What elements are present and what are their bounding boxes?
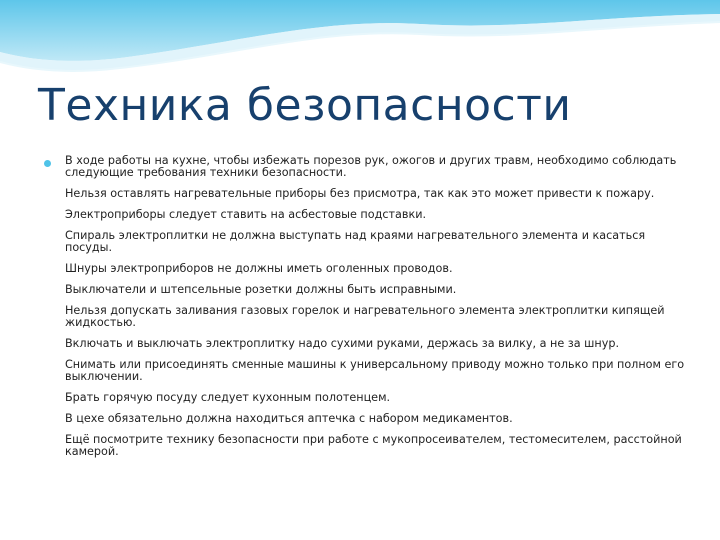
paragraph: Снимать или присоединять сменные машины к универсальному приводу можно только при полном его выключении. [65,358,685,383]
paragraph: В цехе обязательно должна находиться аптечка с набором медикаментов. [65,412,513,425]
slide-body [65,155,685,467]
paragraph: Нельзя оставлять нагревательные приборы без присмотра, так как это может привести к пожару. [65,187,655,200]
header-wave-decoration [0,0,720,90]
slide-title: Техника безопасности [38,80,572,131]
paragraph: Выключатели и штепсельные розетки должны быть исправными. [65,283,457,296]
paragraph: Электроприборы следует ставить на асбестовые подставки. [65,208,427,221]
paragraph: Включать и выключать электроплитку надо сухими руками, держась за вилку, а не за шнур. [65,337,619,350]
paragraph: Ещё посмотрите технику безопасности при работе с мукопросеивателем, тестомесителем, расстойной камерой. [65,433,682,458]
paragraph: В ходе работы на кухне, чтобы избежать порезов рук, ожогов и других травм, необходимо соблюдать следующие требования техники безопасности. [65,154,677,179]
paragraph: Нельзя допускать заливания газовых горелок и нагревательного элемента электроплитки кипящей жидкостью. [65,304,665,329]
paragraph: Шнуры электроприборов не должны иметь оголенных проводов. [65,262,453,275]
bullet-dot-icon [44,160,51,167]
paragraph: Спираль электроплитки не должна выступать над краями нагревательного элемента и касаться посуды. [65,229,646,254]
paragraph: Брать горячую посуду следует кухонным полотенцем. [65,391,391,404]
